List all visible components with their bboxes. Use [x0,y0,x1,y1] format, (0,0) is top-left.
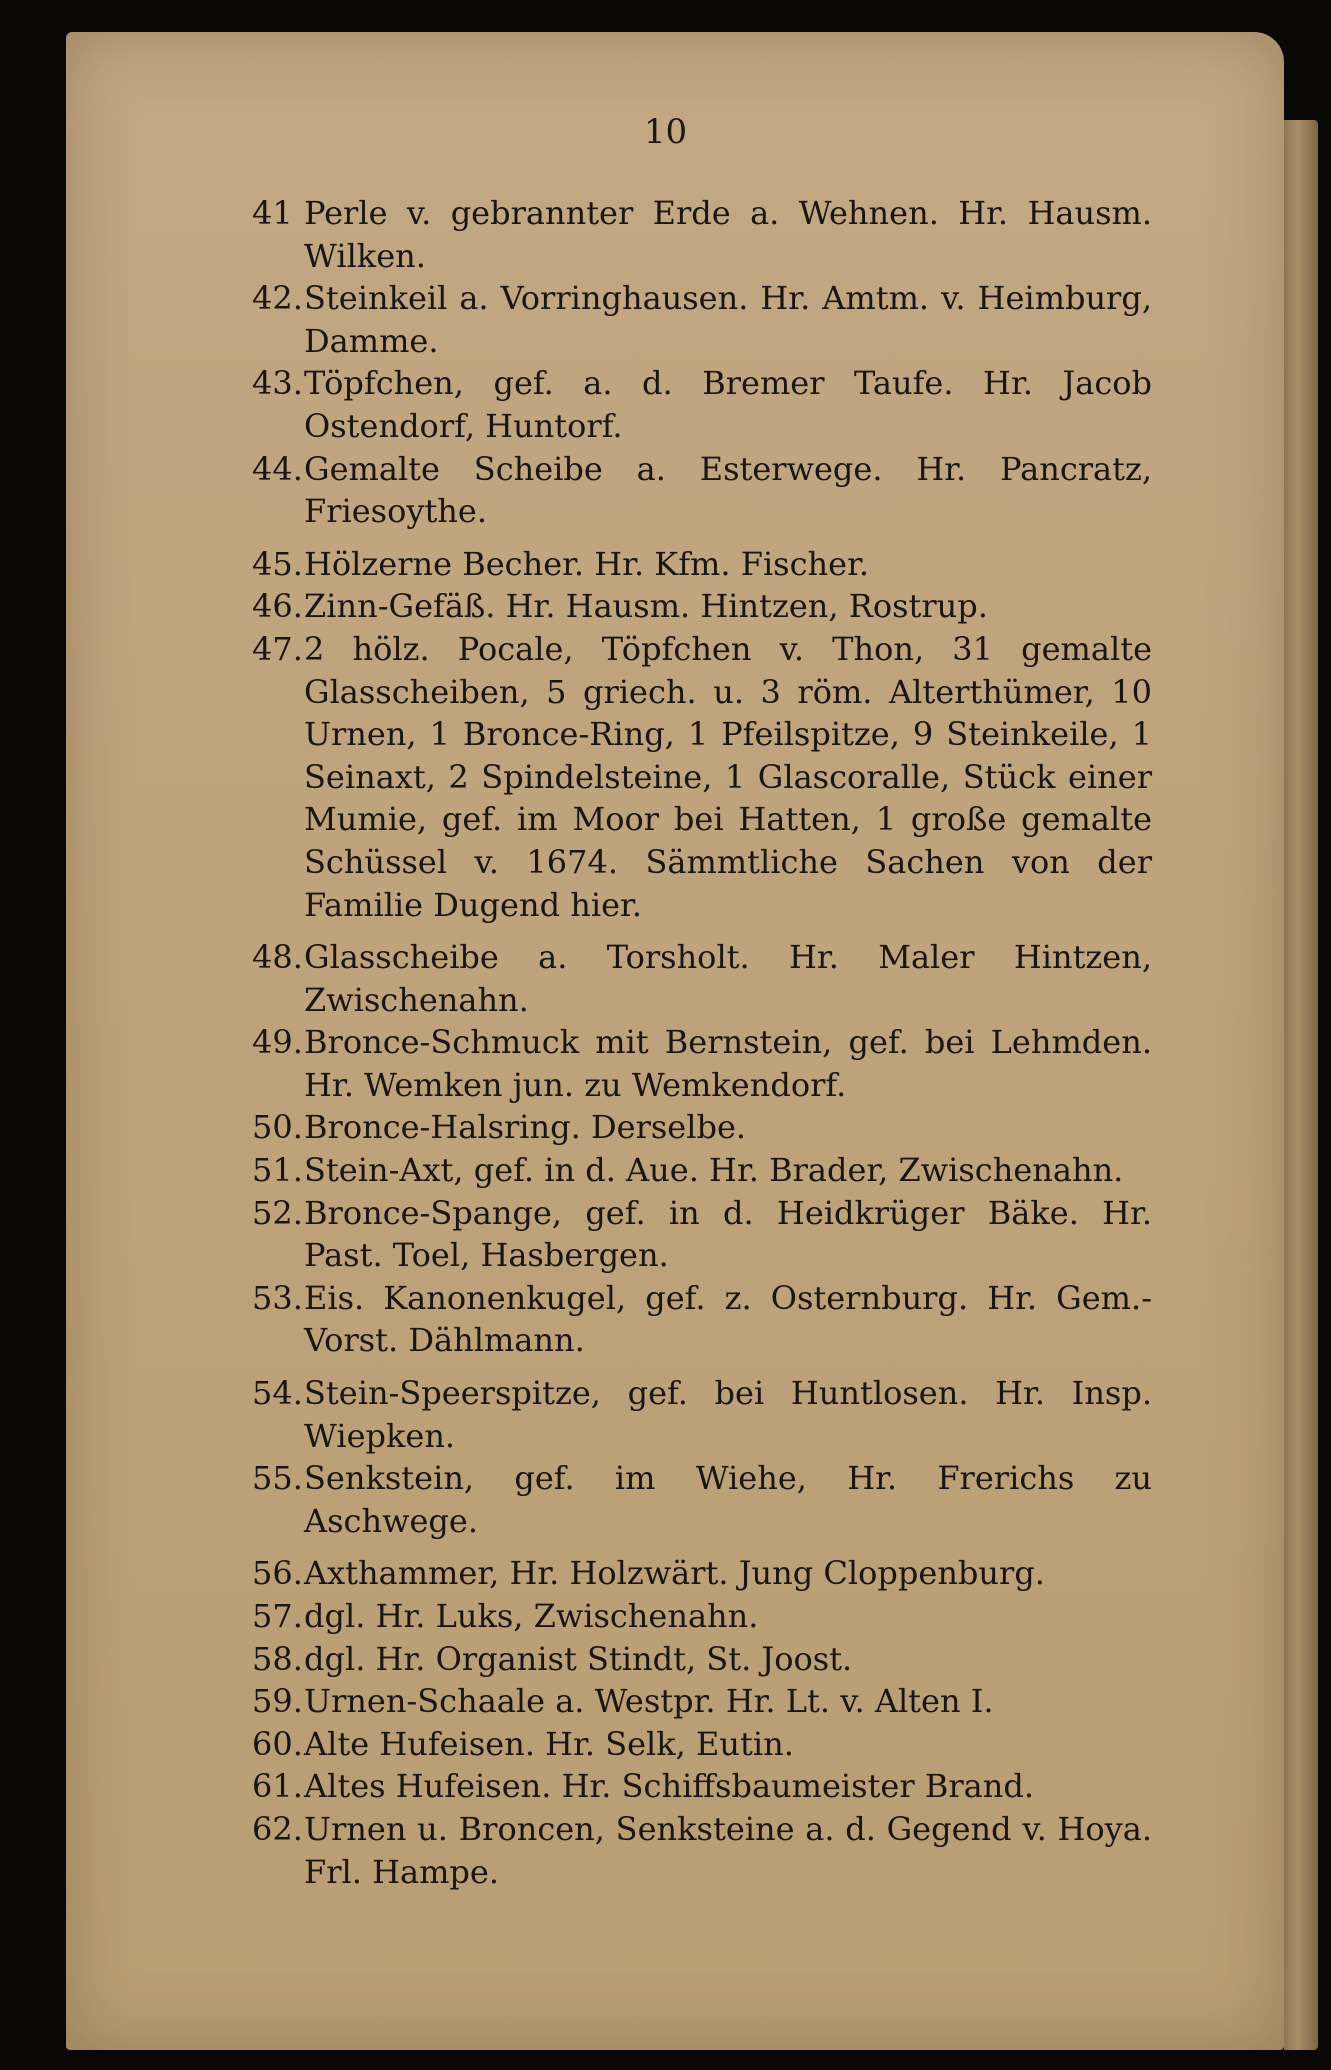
entry-number: 60. [252,1724,303,1763]
entry-text: Stein-Speerspitze, gef. bei Huntlosen. Hr. Insp. Wiepken. [304,1374,1152,1455]
entry-number: 45. [252,544,303,583]
entry-text: Alte Hufeisen. Hr. Selk, Eutin. [304,1724,794,1763]
entry-text: Steinkeil a. Vorringhausen. Hr. Amtm. v. Heimburg, Damme. [304,279,1152,360]
entry-number: 55. [252,1459,303,1498]
entry-57 [252,1595,1152,1638]
entry-text: Urnen u. Broncen, Senksteine a. d. Gegend v. Hoya. Frl. Hampe. [304,1809,1152,1891]
entry-text: Zinn-Gefäß. Hr. Hausm. Hintzen, Rostrup. [304,587,988,626]
entry-text: Gemalte Scheibe a. Esterwege. Hr. Pancratz, Friesoythe. [304,449,1152,531]
entry-42 [252,277,1152,362]
entry-text: Bronce-Halsring. Derselbe. [304,1108,747,1147]
entry-43 [252,362,1152,447]
entry-number: 57. [252,1597,303,1635]
entry-number: 41 [252,194,293,232]
entry-text: Töpfchen, gef. a. d. Bremer Taufe. Hr. Jacob Ostendorf, Huntorf. [304,364,1152,445]
entry-55 [252,1457,1152,1542]
entry-number: 43. [252,364,303,403]
entry-44 [252,448,1152,533]
entry-number: 54. [252,1374,303,1413]
entry-number: 56. [252,1554,303,1593]
entry-59 [252,1680,1152,1723]
entry-text: Senkstein, gef. im Wiehe, Hr. Frerichs zu Aschwege. [304,1459,1152,1540]
entry-58 [252,1638,1152,1681]
entry-number: 47. [252,629,303,668]
entry-text: Axthammer, Hr. Holzwärt. Jung Cloppenburg. [304,1554,1045,1593]
entry-number: 48. [252,938,303,977]
entry-text: Perle v. gebrannter Erde a. Wehnen. Hr. Hausm. Wilken. [304,194,1152,275]
entry-text: Eis. Kanonenkugel, gef. z. Osternburg. Hr. Gem.-Vorst. Dählmann. [304,1278,1152,1360]
entry-number: 58. [252,1639,303,1678]
page-number: 10 [643,112,688,152]
entry-text: 2 hölz. Pocale, Töpfchen v. Thon, 31 gemalte Glasscheiben, 5 griech. u. 3 röm. Alterthümer, 10 Urnen, 1 Bronce-Ring, 1 Pfeilspitze, 9 Steinkeile, 1 Seinaxt, 2 Spindelsteine, 1 Glascoralle, Stück einer Mumie, gef. im Moor bei Hatten, 1 große gemalte Schüssel v. 1674. Sämmtliche Sachen von der Familie Dugend hier. [304,629,1152,924]
entry-number: 62. [252,1809,303,1848]
entry-46 [252,585,1152,628]
entry-51 [252,1149,1152,1192]
entry-number: 52. [252,1193,303,1232]
entry-text: Hölzerne Becher. Hr. Kfm. Fischer. [304,544,870,583]
entry-49 [252,1021,1152,1106]
entry-54 [252,1372,1152,1457]
entry-60 [252,1723,1152,1766]
entry-text: Bronce-Schmuck mit Bernstein, gef. bei Lehmden. Hr. Wemken jun. zu Wemkendorf. [304,1023,1152,1104]
entry-52 [252,1192,1152,1277]
entry-list [252,192,1152,1893]
entry-41 [252,192,1152,277]
entry-53 [252,1277,1152,1362]
entry-text: Bronce-Spange, gef. in d. Heidkrüger Bäke. Hr. Past. Toel, Hasbergen. [304,1193,1152,1275]
entry-number: 50. [252,1108,303,1147]
entry-61 [252,1765,1152,1808]
page-edge [1284,120,1318,2050]
entry-text: Altes Hufeisen. Hr. Schiffsbaumeister Brand. [304,1767,1034,1806]
entry-number: 44. [252,449,303,488]
entry-number: 59. [252,1682,303,1721]
entry-text: Glasscheibe a. Torsholt. Hr. Maler Hintzen, Zwischenahn. [304,938,1152,1019]
entry-number: 46. [252,587,303,626]
entry-text: dgl. Hr. Organist Stindt, St. Joost. [304,1639,853,1678]
entry-text: Urnen-Schaale a. Westpr. Hr. Lt. v. Alten I. [304,1682,994,1721]
entry-45 [252,543,1152,586]
entry-48 [252,936,1152,1021]
entry-number: 42. [252,279,303,318]
entry-56 [252,1552,1152,1595]
entry-number: 61. [252,1767,303,1806]
entry-number: 53. [252,1278,303,1317]
entry-number: 51. [252,1151,303,1190]
entry-text: dgl. Hr. Luks, Zwischenahn. [304,1597,759,1635]
entry-number: 49. [252,1023,303,1062]
entry-50 [252,1106,1152,1149]
entry-text: Stein-Axt, gef. in d. Aue. Hr. Brader, Zwischenahn. [304,1151,1124,1190]
entry-47 [252,628,1152,926]
entry-62 [252,1808,1152,1893]
